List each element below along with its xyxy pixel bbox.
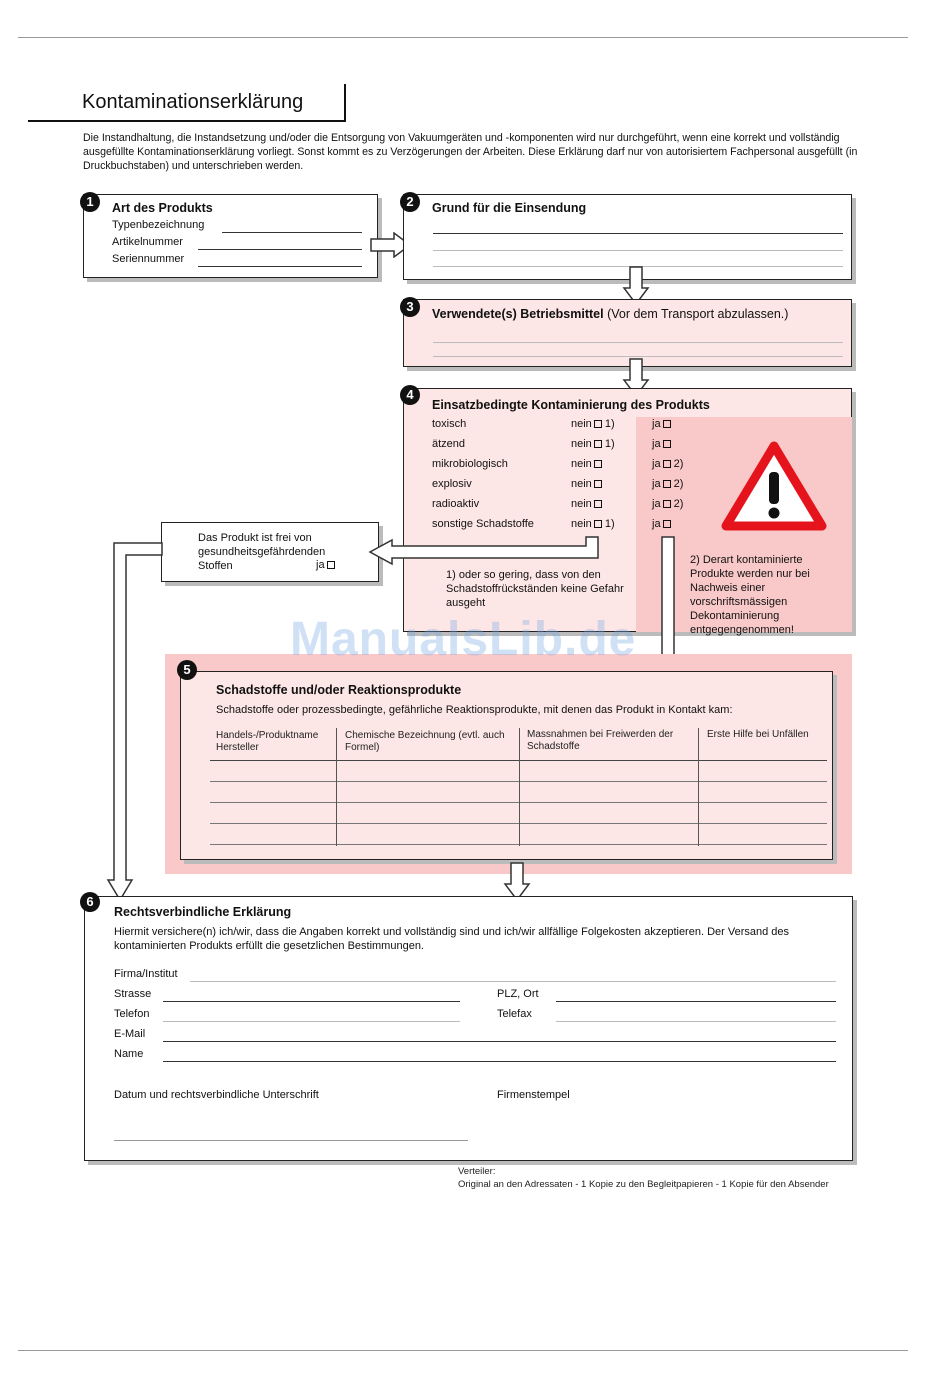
ja-label: ja — [652, 518, 661, 530]
contam-ja-5[interactable] — [652, 518, 671, 530]
top-rule — [18, 37, 908, 38]
column-header-chemical: Chemische Bezeichnung (evtl. auch Formel) — [345, 730, 505, 753]
section-5-number: 5 — [177, 660, 197, 680]
contam-nein-4[interactable] — [571, 498, 602, 510]
contam-nein-0[interactable] — [571, 418, 615, 430]
ja-note: 2) — [673, 458, 684, 470]
nein-label: nein — [571, 518, 592, 530]
checkbox[interactable] — [663, 440, 671, 448]
signature-input[interactable] — [114, 1140, 468, 1141]
contam-ja-0[interactable] — [652, 418, 671, 430]
arrow-left-icon — [368, 536, 604, 566]
ja-label: ja — [652, 418, 661, 430]
section-1-title: Art des Produkts — [112, 201, 213, 215]
field-input-typenbezeichnung[interactable] — [222, 232, 362, 233]
checkbox[interactable] — [594, 520, 602, 528]
nein-note: 1) — [604, 518, 615, 530]
contam-label-5: sonstige Schadstoffe — [432, 518, 534, 530]
contam-ja-3[interactable] — [652, 478, 683, 490]
label-name: Name — [114, 1048, 144, 1060]
label-signature: Datum und rechtsverbindliche Unterschrift — [114, 1089, 319, 1101]
column-divider — [519, 728, 520, 846]
contam-nein-1[interactable] — [571, 438, 615, 450]
field-label-seriennummer: Seriennummer — [112, 253, 185, 265]
label-company-stamp: Firmenstempel — [497, 1089, 570, 1101]
checkbox[interactable] — [663, 480, 671, 488]
fluid-line-1[interactable] — [433, 342, 843, 343]
field-label-typenbezeichnung: Typenbezeichnung — [112, 219, 205, 231]
section-1-number: 1 — [80, 192, 100, 212]
nein-label: nein — [571, 418, 592, 430]
page-title: Kontaminationserklärung — [82, 91, 304, 113]
nein-label: nein — [571, 458, 592, 470]
checkbox[interactable] — [594, 500, 602, 508]
watermark: ManualsLib.de — [290, 613, 637, 666]
checkbox[interactable] — [663, 420, 671, 428]
section-2-number: 2 — [400, 192, 420, 212]
note-1: 1) oder so gering, dass von den Schadstoffrückständen keine Gefahr ausgeht — [446, 569, 624, 609]
section-4-title: Einsatzbedingte Kontaminierung des Produkts — [432, 398, 710, 412]
checkbox[interactable] — [594, 440, 602, 448]
firma-input[interactable] — [190, 981, 836, 982]
ja-note: 2) — [673, 498, 684, 510]
plz-input[interactable] — [556, 1001, 836, 1002]
strasse-input[interactable] — [163, 1001, 460, 1002]
name-input[interactable] — [163, 1061, 836, 1062]
section-5-subtitle: Schadstoffe oder prozessbedingte, gefährliche Reaktionsprodukte, mit denen das Produkt in Kontakt kam: — [216, 704, 733, 716]
section-4-number: 4 — [400, 385, 420, 405]
label-plz: PLZ, Ort — [497, 988, 539, 1000]
footer-distribution: Original an den Adressaten - 1 Kopie zu den Begleitpapieren - 1 Kopie für den Absender — [458, 1179, 829, 1190]
intro-text: Die Instandhaltung, die Instandsetzung und/oder die Entsorgung von Vakuumgeräten und -komponenten wird nur durchgeführt, wenn eine korrekt und vollständig ausgefüllte Kontaminationserklärung vorliegt. Sonst kommt es zu Verzögerungen der Arbeiten. Diese Erklärung darf nur von autorisiertem Fachpersonal ausgefüllt (in Druckbuchstaben) und unterschrieben werden. — [83, 132, 858, 172]
telefon-input[interactable] — [163, 1021, 460, 1022]
contam-label-2: mikrobiologisch — [432, 458, 508, 470]
contam-nein-5[interactable] — [571, 518, 615, 530]
nein-note: 1) — [604, 438, 615, 450]
checkbox[interactable] — [663, 460, 671, 468]
label-telefon: Telefon — [114, 1008, 150, 1020]
nein-note: 1) — [604, 418, 615, 430]
nein-label: nein — [571, 478, 592, 490]
footer-verteiler: Verteiler: — [458, 1166, 496, 1177]
checkbox[interactable] — [327, 561, 335, 569]
checkbox[interactable] — [594, 460, 602, 468]
free-of-hazard-text: Das Produkt ist frei von gesundheitsgefährdenden Stoffen — [198, 532, 326, 572]
column-divider — [336, 728, 337, 846]
label-email: E-Mail — [114, 1028, 146, 1040]
section-6-text: Hiermit versichere(n) ich/wir, dass die Angaben korrekt und vollständig sind und ich/wir allfällige Folgekosten akzeptieren. Der Versand des kontaminierten Produkts erfüllt die gesetzlichen Bestimmungen. — [114, 926, 790, 952]
ja-label: ja — [652, 478, 661, 490]
checkbox[interactable] — [663, 500, 671, 508]
contam-nein-2[interactable] — [571, 458, 602, 470]
ja-label: ja — [652, 458, 661, 470]
ja-label: ja — [652, 438, 661, 450]
fluid-line-2[interactable] — [433, 356, 843, 357]
contam-label-1: ätzend — [432, 438, 466, 450]
field-label-artikelnummer: Artikelnummer — [112, 236, 183, 248]
reason-line-2[interactable] — [433, 250, 843, 251]
ja-label: ja — [652, 498, 661, 510]
contam-ja-2[interactable] — [652, 458, 683, 470]
nein-label: nein — [571, 438, 592, 450]
section-2-title: Grund für die Einsendung — [432, 201, 587, 215]
contam-label-4: radioaktiv — [432, 498, 480, 510]
telefax-input[interactable] — [556, 1021, 836, 1022]
section-6-title: Rechtsverbindliche Erklärung — [114, 905, 292, 919]
checkbox[interactable] — [594, 420, 602, 428]
label-firma: Firma/Institut — [114, 968, 178, 980]
column-divider — [698, 728, 699, 846]
column-header-first-aid: Erste Hilfe bei Unfällen — [707, 729, 809, 740]
contam-nein-3[interactable] — [571, 478, 602, 490]
checkbox[interactable] — [663, 520, 671, 528]
warning-triangle-icon — [720, 440, 828, 532]
section-6-number: 6 — [80, 892, 100, 912]
field-input-seriennummer[interactable] — [198, 266, 362, 267]
checkbox[interactable] — [594, 480, 602, 488]
contam-label-0: toxisch — [432, 418, 467, 430]
section-3-title-text: Verwendete(s) Betriebsmittel — [432, 307, 604, 321]
section-3-title — [432, 307, 788, 321]
label-telefax: Telefax — [497, 1008, 532, 1020]
ja-note: 2) — [673, 478, 684, 490]
bottom-rule — [18, 1350, 908, 1351]
free-of-hazard-ja[interactable] — [316, 559, 335, 571]
contam-ja-1[interactable] — [652, 438, 671, 450]
contam-ja-4[interactable] — [652, 498, 683, 510]
ja-label: ja — [316, 559, 325, 571]
column-header-measures: Massnahmen bei Freiwerden der Schadstoffe — [527, 729, 674, 752]
nein-label: nein — [571, 498, 592, 510]
column-header-product: Handels-/Produktname Hersteller — [216, 730, 319, 753]
label-strasse: Strasse — [114, 988, 152, 1000]
section-5-box — [180, 671, 833, 860]
email-input[interactable] — [163, 1041, 836, 1042]
contam-label-3: explosiv — [432, 478, 472, 490]
reason-line-1[interactable] — [433, 233, 843, 234]
note-2: 2) Derart kontaminierte Produkte werden nur bei Nachweis einer vorschriftsmässigen Dekontaminierung entgegengenommen! — [690, 554, 810, 636]
section-3-number: 3 — [400, 297, 420, 317]
field-input-artikelnummer[interactable] — [198, 249, 362, 250]
section-3-note: (Vor dem Transport abzulassen.) — [607, 307, 789, 321]
section-5-title: Schadstoffe und/oder Reaktionsprodukte — [216, 683, 462, 697]
